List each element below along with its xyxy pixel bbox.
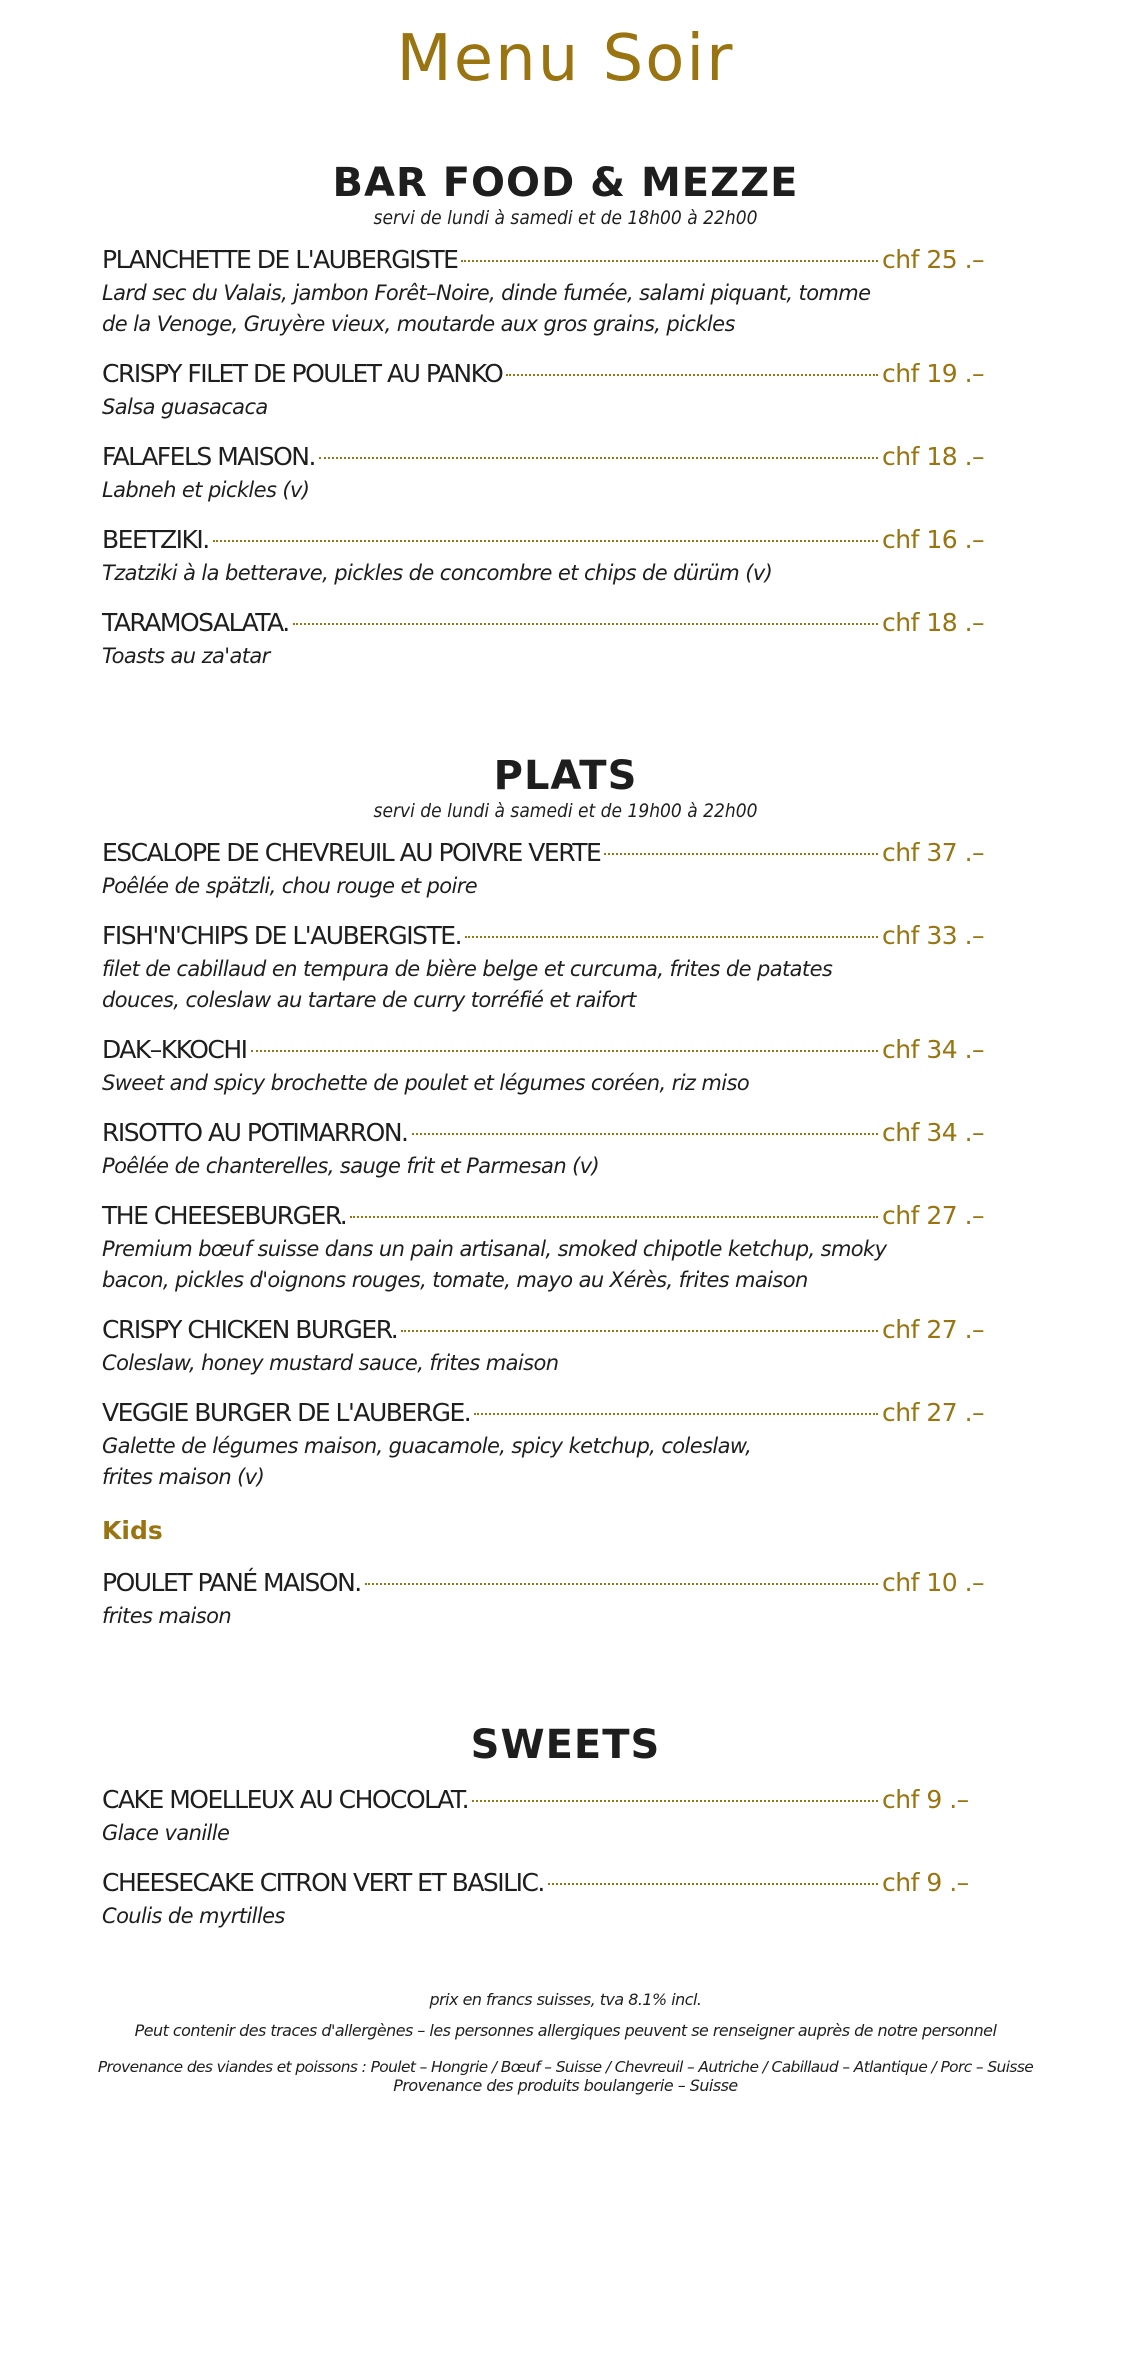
- kids-label: Kids: [102, 1516, 163, 1545]
- item-description: Sweet and spicy brochette de poulet et légumes coréen, riz miso: [102, 1071, 750, 1095]
- item-price: chf 33 .–: [882, 921, 985, 950]
- item-price: chf 10 .–: [882, 1568, 985, 1597]
- dot-leader: [251, 1050, 878, 1052]
- item-description: Salsa guasacaca: [102, 395, 268, 419]
- menu-item: [102, 522, 992, 589]
- item-name: CAKE MOELLEUX AU CHOCOLAT.: [102, 1785, 469, 1814]
- item-name: PLANCHETTE DE L'AUBERGISTE: [102, 245, 458, 274]
- item-description: frites maison: [102, 1604, 232, 1628]
- section-title-bar-food: BAR FOOD & MEZZE: [332, 160, 799, 206]
- item-name: FALAFELS MAISON.: [102, 442, 315, 471]
- menu-item: [102, 439, 992, 506]
- item-price: chf 9 .–: [882, 1785, 969, 1814]
- menu-item: [102, 835, 992, 902]
- dot-leader: [604, 853, 878, 855]
- menu-item: [102, 1032, 992, 1099]
- provenance-bakery: Provenance des produits boulangerie – Suisse: [393, 2076, 738, 2095]
- section-title-plats: PLATS: [493, 753, 638, 799]
- item-price: chf 34 .–: [882, 1118, 985, 1147]
- item-name: THE CHEESEBURGER.: [102, 1201, 347, 1230]
- item-price: chf 9 .–: [882, 1868, 969, 1897]
- item-name: POULET PANÉ MAISON.: [102, 1568, 361, 1597]
- section-plats: [0, 753, 1131, 1648]
- menu-item: [102, 242, 992, 340]
- item-price: chf 27 .–: [882, 1315, 985, 1344]
- item-description: filet de cabillaud en tempura de bière belge et curcuma, frites de patates douces, coleslaw au tartare de curry torréfié et raifort: [102, 957, 833, 1012]
- menu-item: [102, 1782, 992, 1849]
- item-name: ESCALOPE DE CHEVREUIL AU POIVRE VERTE: [102, 838, 601, 867]
- item-description: Poêlée de chanterelles, sauge frit et Parmesan (v): [102, 1154, 600, 1178]
- item-name: CRISPY CHICKEN BURGER.: [102, 1315, 398, 1344]
- dot-leader: [350, 1216, 878, 1218]
- page-title: Menu Soir: [396, 22, 735, 96]
- item-description: Lard sec du Valais, jambon Forêt–Noire, dinde fumée, salami piquant, tomme de la Venoge, Gruyère vieux, moutarde aux gros grains, pickles: [102, 281, 871, 336]
- item-price: chf 34 .–: [882, 1035, 985, 1064]
- item-price: chf 27 .–: [882, 1201, 985, 1230]
- item-description: Labneh et pickles (v): [102, 478, 310, 502]
- dot-leader: [213, 540, 878, 542]
- menu-item: [102, 1395, 992, 1493]
- item-description: Tzatziki à la betterave, pickles de concombre et chips de dürüm (v): [102, 561, 773, 585]
- section-bar-food: [0, 160, 1131, 688]
- footer: [0, 1990, 1131, 2095]
- item-description: Toasts au za'atar: [102, 644, 270, 668]
- menu-item: [102, 1565, 992, 1632]
- menu-item: [102, 1198, 992, 1296]
- section-subtitle-plats: servi de lundi à samedi et de 19h00 à 22h00: [373, 800, 758, 822]
- item-price: chf 25 .–: [882, 245, 985, 274]
- item-description: Galette de légumes maison, guacamole, spicy ketchup, coleslaw, frites maison (v): [102, 1434, 752, 1489]
- item-price: chf 18 .–: [882, 442, 985, 471]
- dot-leader: [548, 1883, 878, 1885]
- item-price: chf 18 .–: [882, 608, 985, 637]
- item-description: Glace vanille: [102, 1821, 230, 1845]
- item-name: VEGGIE BURGER DE L'AUBERGE.: [102, 1398, 471, 1427]
- menu-item: [102, 605, 992, 672]
- allergens-note: Peut contenir des traces d'allergènes – les personnes allergiques peuvent se renseigner auprès de notre personnel: [134, 2021, 997, 2040]
- section-sweets: [0, 1722, 1131, 1948]
- menu-item: [102, 1865, 992, 1932]
- item-price: chf 19 .–: [882, 359, 985, 388]
- menu-list-sweets: [102, 1782, 992, 1932]
- prices-note: prix en francs suisses, tva 8.1% incl.: [429, 1990, 702, 2009]
- item-description: Poêlée de spätzli, chou rouge et poire: [102, 874, 478, 898]
- item-name: RISOTTO AU POTIMARRON.: [102, 1118, 408, 1147]
- item-name: FISH'N'CHIPS DE L'AUBERGISTE.: [102, 921, 462, 950]
- item-description: Coleslaw, honey mustard sauce, frites maison: [102, 1351, 559, 1375]
- dot-leader: [461, 260, 878, 262]
- menu-list-plats: [102, 835, 992, 1632]
- item-name: DAK–KKOCHI: [102, 1035, 247, 1064]
- item-price: chf 27 .–: [882, 1398, 985, 1427]
- dot-leader: [293, 623, 878, 625]
- item-name: CHEESECAKE CITRON VERT ET BASILIC.: [102, 1868, 544, 1897]
- dot-leader: [474, 1413, 878, 1415]
- provenance-meat: Provenance des viandes et poissons : Poulet – Hongrie / Bœuf – Suisse / Chevreuil – Autriche / Cabillaud – Atlantique / Porc – Suisse: [97, 2058, 1034, 2076]
- section-title-sweets: SWEETS: [470, 1722, 661, 1768]
- menu-item: [102, 1115, 992, 1182]
- section-subtitle-bar-food: servi de lundi à samedi et de 18h00 à 22h00: [373, 207, 758, 229]
- dot-leader: [506, 374, 878, 376]
- item-description: Coulis de myrtilles: [102, 1904, 285, 1928]
- item-name: TARAMOSALATA.: [102, 608, 289, 637]
- item-price: chf 16 .–: [882, 525, 985, 554]
- menu-item: [102, 1312, 992, 1379]
- menu-item: [102, 918, 992, 1016]
- item-name: CRISPY FILET DE POULET AU PANKO: [102, 359, 503, 388]
- menu-list-bar-food: [102, 242, 992, 672]
- menu-item: [102, 356, 992, 423]
- dot-leader: [465, 936, 878, 938]
- dot-leader: [365, 1583, 878, 1585]
- item-price: chf 37 .–: [882, 838, 985, 867]
- dot-leader: [472, 1800, 878, 1802]
- item-description: Premium bœuf suisse dans un pain artisanal, smoked chipotle ketchup, smoky bacon, pickles d'oignons rouges, tomate, mayo au Xérès, frites maison: [102, 1237, 887, 1292]
- dot-leader: [319, 457, 878, 459]
- dot-leader: [412, 1133, 878, 1135]
- item-name: BEETZIKI.: [102, 525, 209, 554]
- dot-leader: [401, 1330, 878, 1332]
